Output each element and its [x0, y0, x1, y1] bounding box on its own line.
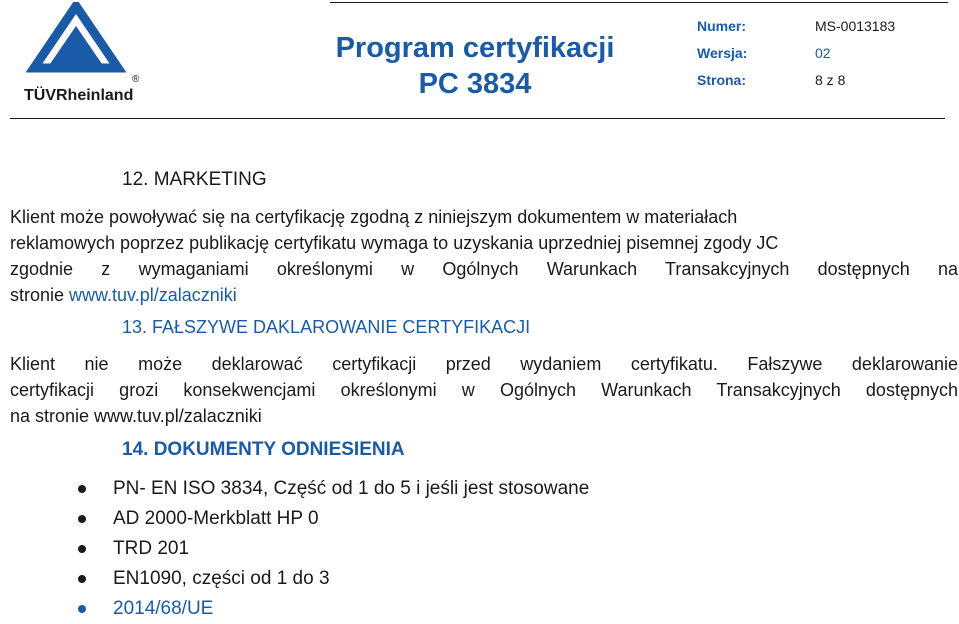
meta-version: Wersja: 02	[697, 44, 831, 61]
list-item: 2014/68/UE	[78, 594, 589, 624]
document-title	[305, 30, 645, 102]
header-rule-bottom	[10, 118, 945, 119]
references-list	[78, 474, 589, 624]
tuv-rheinland-logo	[20, 2, 148, 110]
bullet-icon	[78, 545, 86, 553]
paragraph-marketing: Klient może powoływać się na certyfikację zgodną z niniejszym dokumentem w materiałach reklamowych poprzez publikację certyfikatu wymaga to uzyskania uprzedniej pisemnej zgody JC zgodnie z wymaganiami określonymi w Ogólnych Warunkach Transakcyjnych dostępnych na stronie www.tuv.pl/zalaczniki	[10, 207, 958, 305]
link-zalaczniki[interactable]: www.tuv.pl/zalaczniki	[69, 285, 237, 305]
section-title-false-claims: 13. FAŁSZYWE DAKLAROWANIE CERTYFIKACJI	[122, 317, 531, 337]
header-rule-top	[330, 2, 948, 3]
list-item: TRD 201	[78, 534, 589, 564]
bullet-icon	[78, 485, 86, 493]
meta-page: Strona: 8 z 8	[697, 71, 846, 88]
bullet-icon	[78, 575, 86, 583]
svg-text:®: ®	[132, 74, 140, 85]
meta-number: Numer: MS-0013183	[697, 17, 896, 34]
section-title-marketing: 12. MARKETING	[122, 169, 267, 190]
list-item: AD 2000-Merkblatt HP 0	[78, 504, 589, 534]
bullet-icon	[78, 515, 86, 523]
section-title-references: 14. DOKUMENTY ODNIESIENIA	[122, 439, 405, 460]
tuv-triangle-icon	[20, 2, 148, 110]
list-item: EN1090, części od 1 do 3	[78, 564, 589, 594]
paragraph-false-claims: Klient nie może deklarować certyfikacji przed wydaniem certyfikatu. Fałszywe deklarowanie certyfikacji grozi konsekwencjami określonymi w Ogólnych Warunkach Transakcyjnych dostępnych na stronie www.tuv.pl/zalaczniki	[10, 354, 958, 426]
list-item: PN- EN ISO 3834, Część od 1 do 5 i jeśli jest stosowane	[78, 474, 589, 504]
logo-text: TÜVRheinland	[24, 87, 134, 104]
document-meta	[697, 12, 895, 93]
title-line-2: PC 3834	[418, 68, 532, 100]
title-line-1: Program certyfikacji	[335, 32, 615, 64]
bullet-icon	[78, 605, 86, 613]
